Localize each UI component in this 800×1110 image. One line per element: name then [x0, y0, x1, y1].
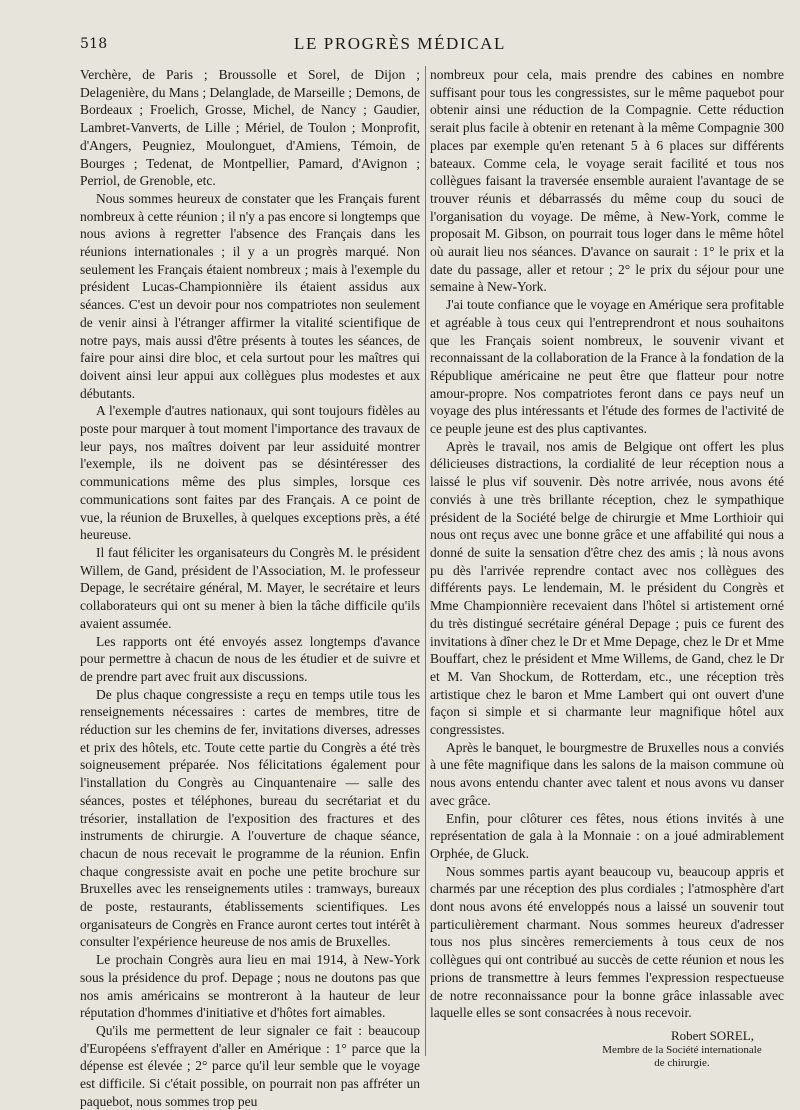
right-column — [430, 66, 784, 1070]
journal-title: LE PROGRÈS MÉDICAL — [293, 34, 507, 53]
column-divider — [425, 66, 426, 1056]
paragraph: Après le travail, nos amis de Belgique ont offert les plus délicieuses distractions, la cordialité de leur réception nous a laissé le plus vif souvenir. Dès notre arrivée, nous avons été conviés à une très brillante réception, chez le sympathique président de la Société belge de chirurgie et Mme Lorthioir qui nous ont reçus avec une bonne grâce et une affabilité qui nous a donné de suite la sensation d'être chez des amis ; là nous avons pu dès l'arrivée reprendre contact avec nos collègues des différents pays. Le lendemain, M. le président du Congrès et Mme Championnière recevaient dans l'hôtel si artistement orné du très distingué secrétaire général Depage ; puis ce furent des invitations à dîner chez le Dr et Mme Depage, chez le Dr et Mme Bouffart, chez le président et Mme Willems, de Gand, chez le Dr et M. Van Shockum, de Rotterdam, etc., une réception très artistique chez le baron et Mme Lambert qui ont ouvert d'une façon si simple et si charmante leur magnifique hôtel aux congressistes. — [430, 438, 784, 738]
paragraph: Après le banquet, le bourgmestre de Bruxelles nous a conviés à une fête magnifique dans les salons de la maison commune où nous avons entendu chanter avec talent et nous avons vu danser avec grâce. — [430, 739, 784, 808]
paragraph: nombreux pour cela, mais prendre des cabines en nombre suffisant pour tous les congressistes, sur le même paquebot pour obtenir ainsi une réduction de la Compagnie. Cette réduction serait plus facile à obtenir en retenant à la même Compagnie 300 places par exemple qu'en retenant 5 à 6 places sur différents bateaux. Comme cela, le voyage serait facilité et tous nos collègues faisant la traversée ensemble auraient l'avantage de se trouver réunis et débarrassés du même coup du souci de l'organisation du voyage. De même, à New-York, comme le proposait M. Gibson, on pourrait tous loger dans le même hôtel où aurait lieu nos séances. D'avance on saurait : 1° le prix et la date du passage, aller et retour ; 2° le prix du séjour pour une semaine à New-York. — [430, 67, 784, 295]
affiliation-line: Membre de la Société internationale — [602, 1043, 762, 1056]
paragraph: De plus chaque congressiste a reçu en temps utile tous les renseignements nécessaires : cartes de membres, titre de réduction sur les chemins de fer, invitations diverses, adresses et prix des hôtels, etc. Toute cette partie du Congrès a été très soigneusement préparée. Nos félicitations également pour l'installation du Congrès au Cinquantenaire — salle des séances, postes et téléphones, bureau du secrétariat et du trésorier, installation de l'exposition des fractures et des instruments de chirurgie. A l'ouverture de chaque séance, chacun de nous recevait le programme de la réunion. Enfin chaque congressiste avait en poche une petite brochure sur Bruxelles avec les renseignements utiles : tramways, bureaux de poste, restaurants, établissements scientifiques. Les organisateurs de Congrès en France auront certes tout intérêt à consulter l'expérience heureuse de nos amis de Bruxelles. — [80, 686, 420, 950]
paragraph: Il faut féliciter les organisateurs du Congrès M. le président Willem, de Gand, président de l'Association, M. le professeur Depage, le secrétaire général, M. Mayer, le secrétaire et leurs collaborateurs qui ont su mener à bien la tâche difficile qu'ils avaient assumée. — [80, 544, 420, 631]
left-column — [80, 66, 420, 1109]
author-affiliation — [580, 1044, 784, 1070]
affiliation-line: de chirurgie. — [654, 1056, 710, 1069]
paragraph: Enfin, pour clôturer ces fêtes, nous étions invités à une représentation de gala à la Monnaie : on a joué admirablement Orphée, de Gluck. — [430, 810, 784, 861]
paragraph: J'ai toute confiance que le voyage en Amérique sera profitable et agréable à tous ceux qui l'entreprendront et nous souhaitons que les Français soient nombreux, le souvenir vivant et reconnaissant de la collaboration de la France à la fondation de la République américaine ne peut être que flatteur pour notre amour-propre. Nos compatriotes feront dans ce pays neuf un voyage des plus intéressants et l'étude des formes de l'activité de ce peuple jeune est des plus captivantes. — [430, 297, 784, 437]
paragraph: Nous sommes partis ayant beaucoup vu, beaucoup appris et charmés par une réception des plus cordiales ; l'atmosphère d'art dont nous avons été enveloppés nous a laissé un souvenir tout particulièrement charmant. Nous sommes heureux d'adresser tous nos plus sincères remerciements à tous ceux de nos collègues qui ont contribué au succès de cette réunion et nous les prions de transmettre à leurs femmes l'expression respectueuse de notre reconnaissance pour la bonne grâce inlassable avec laquelle elles se sont consacrées à nous recevoir. — [430, 863, 784, 1021]
paragraph: Verchère, de Paris ; Broussolle et Sorel, de Dijon ; Delagenière, du Mans ; Delanglade, de Marseille ; Demons, de Bordeaux ; Froelich, Grosse, Michel, de Nancy ; Gaudier, Lambret-Vanverts, de Lille ; Mériel, de Toulon ; Monprofit, d'Angers, Peugniez, Moulonguet, d'Amiens, Témoin, de Bourges ; Tedenat, de Montpellier, Pamard, d'Avignon ; Perriol, de Grenoble, etc. — [80, 67, 420, 189]
paragraph: Nous sommes heureux de constater que les Français furent nombreux à cette réunion ; il n'y a pas encore si longtemps que nous avions à regretter l'absence des Français dans les réunions internationales ; il y a un progrès marqué. Non seulement les Français étaient nombreux ; mais à l'exemple du président Lucas-Championnière ils étaient assidus aux séances. C'est un devoir pour nos compatriotes non seulement de venir ainsi à l'étranger affirmer la vitalité scientifique de notre pays, mais aussi d'être présents à toutes les séances, de faire pour ainsi dire bloc, et cela surtout pour les maîtres qui doivent ainsi leur appui aux collègues plus modestes et aux débutants. — [80, 190, 420, 401]
page-header — [0, 0, 800, 60]
paragraph: Les rapports ont été envoyés assez longtemps d'avance pour permettre à chacun de nous de les étudier et de suivre et de prendre part avec fruit aux discussions. — [80, 633, 420, 684]
author-signature: Robert SOREL, — [670, 1027, 754, 1043]
page-number: 518 — [80, 36, 108, 52]
paragraph: A l'exemple d'autres nationaux, qui sont toujours fidèles au poste pour marquer à tout moment l'importance des travaux de leur pays, nos maîtres doivent par leur assiduité montrer l'exemple, ils ne doivent pas se désintéresser des communications même des plus simples, lorsque ces communications sont faites par des Français. A ce point de vue, la réunion de Bruxelles, à quelques exceptions près, a été heureuse. — [80, 403, 420, 543]
paragraph: Qu'ils me permettent de leur signaler ce fait : beaucoup d'Européens s'effrayent d'aller en Amérique : 1° parce que la dépense est élevée ; 2° parce qu'il leur semble que le voyage est difficile. Si c'était possible, on pourrait non pas affréter un paquebot, nous sommes trop peu — [80, 1022, 420, 1109]
paragraph: Le prochain Congrès aura lieu en mai 1914, à New-York sous la présidence du prof. Depage ; nous ne doutons pas que nos amis américains se montreront à la hauteur de leur réputation d'hommes d'initiative et d'hôtes fort aimables. — [80, 952, 420, 1021]
article-body — [80, 66, 784, 1109]
